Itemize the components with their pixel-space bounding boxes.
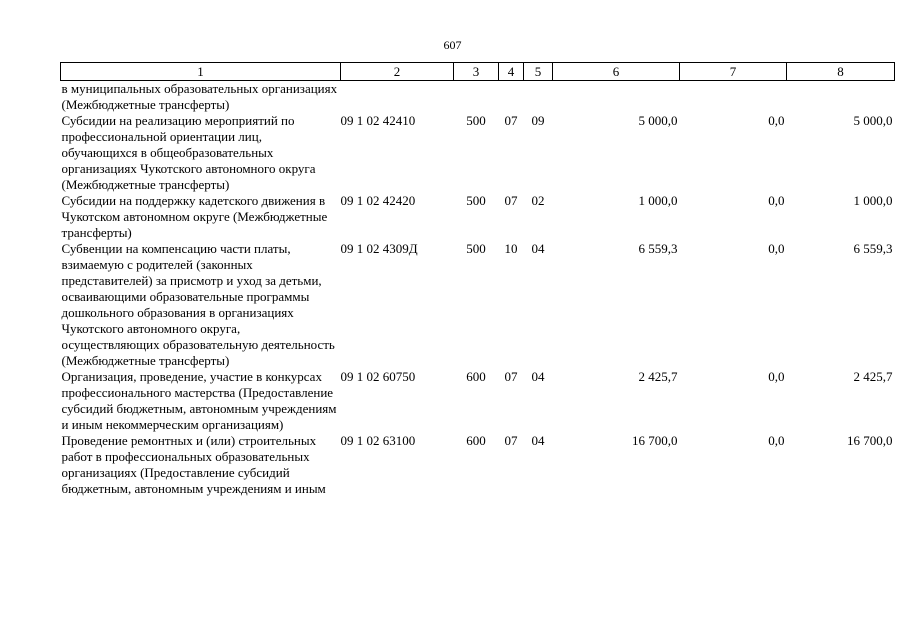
row-col-4: 10 [504, 241, 518, 256]
row-code: 09 1 02 4309Д [340, 241, 418, 256]
table-header [61, 63, 895, 81]
row-col-3: 500 [466, 193, 486, 208]
row-code: 09 1 02 42420 [340, 193, 416, 208]
row-description: Проведение ремонтных и (или) строительных работ в профессиональных образовательных организациях (Предоставление субсидий бюджетным, автономным учреждениям и иным [61, 433, 326, 496]
row-col-3: 600 [466, 433, 486, 448]
header-col-6: 6 [553, 63, 680, 81]
row-col-6: 16 700,0 [632, 433, 678, 448]
table-row [61, 193, 895, 241]
row-col-3: 500 [466, 241, 486, 256]
row-col-7: 0,0 [768, 433, 785, 448]
row-col-4 [499, 81, 524, 114]
table-row [61, 433, 895, 497]
table-row [61, 81, 895, 114]
header-col-4: 4 [499, 63, 524, 81]
row-col-7: 0,0 [768, 113, 785, 128]
row-code: 09 1 02 63100 [340, 433, 416, 448]
row-col-3: 600 [466, 369, 486, 384]
row-col-5: 02 [531, 193, 545, 208]
row-col-4: 07 [504, 433, 518, 448]
row-description: Субсидии на реализацию мероприятий по профессиональной ориентации лиц, обучающихся в общеобразовательных организациях Чукотского автономного округа (Межбюджетные трансферты) [61, 113, 316, 192]
row-col-5: 04 [531, 433, 545, 448]
row-col-4: 07 [504, 369, 518, 384]
row-description: Организация, проведение, участие в конкурсах профессионального мастерства (Предоставление субсидий бюджетным, автономным учреждениям и иным некоммерческим организациям) [61, 369, 337, 432]
header-col-7: 7 [680, 63, 787, 81]
row-col-5: 04 [531, 241, 545, 256]
header-row [61, 63, 895, 81]
table-body [61, 81, 895, 498]
row-col-3 [454, 81, 499, 114]
header-col-1: 1 [61, 63, 341, 81]
header-col-2: 2 [341, 63, 454, 81]
row-col-7: 0,0 [768, 369, 785, 384]
row-code: 09 1 02 60750 [340, 369, 416, 384]
row-col-6: 2 425,7 [638, 369, 678, 384]
header-col-3: 3 [454, 63, 499, 81]
row-col-8: 2 425,7 [853, 369, 893, 384]
table-row [61, 369, 895, 433]
row-col-8: 16 700,0 [847, 433, 893, 448]
row-code: 09 1 02 42410 [340, 113, 416, 128]
row-code [341, 81, 454, 114]
row-col-8: 6 559,3 [853, 241, 893, 256]
row-col-6: 6 559,3 [638, 241, 678, 256]
row-description: в муниципальных образовательных организациях (Межбюджетные трансферты) [61, 81, 338, 112]
row-description: Субвенции на компенсацию части платы, взимаемую с родителей (законных представителей) за присмотр и уход за детьми, осваивающими образовательные программы дошкольного образования в организациях Чукотского автономного округа, осуществляющих образовательную деятельность (Межбюджетные трансферты) [61, 241, 335, 368]
row-col-6: 5 000,0 [638, 113, 678, 128]
row-col-8: 5 000,0 [853, 113, 893, 128]
row-col-4: 07 [504, 113, 518, 128]
header-col-8: 8 [787, 63, 895, 81]
row-col-7 [680, 81, 787, 114]
row-col-4: 07 [504, 193, 518, 208]
row-col-3: 500 [466, 113, 486, 128]
row-col-8 [787, 81, 895, 114]
row-col-7: 0,0 [768, 241, 785, 256]
header-col-5: 5 [524, 63, 553, 81]
row-col-5: 09 [531, 113, 545, 128]
row-col-5: 04 [531, 369, 545, 384]
row-col-6: 1 000,0 [638, 193, 678, 208]
row-col-7: 0,0 [768, 193, 785, 208]
table-row [61, 241, 895, 369]
row-description: Субсидии на поддержку кадетского движения в Чукотском автономном округе (Межбюджетные трансферты) [61, 193, 328, 240]
row-col-5 [524, 81, 553, 114]
row-col-8: 1 000,0 [853, 193, 893, 208]
row-col-6 [553, 81, 680, 114]
page-number: 607 [443, 38, 462, 52]
budget-table [60, 62, 895, 497]
table-row [61, 113, 895, 193]
